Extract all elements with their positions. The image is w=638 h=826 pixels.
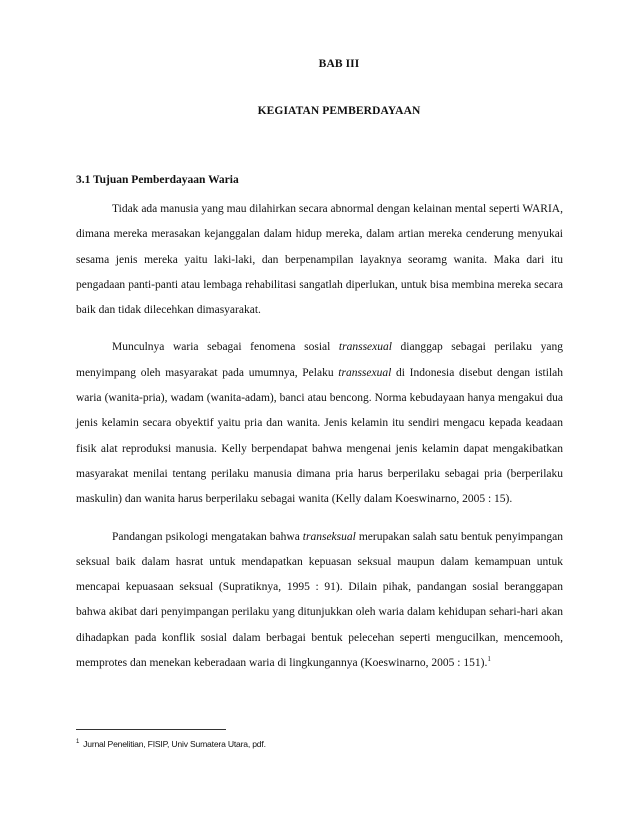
term-transsexual-1: transsexual bbox=[338, 341, 392, 354]
term-transeksual: transeksual bbox=[302, 530, 356, 543]
paragraph-3-text-a: Pandangan psikologi mengatakan bahwa bbox=[112, 530, 303, 543]
paragraph-2-text-e: di Indonesia disebut dengan istilah waria (wanita-pria), wadam (wanita-adam), banci atau bencong. Norma kebudayaan hanya mengakui dua jenis kelamin secara obyektif yaitu pria dan wanita. Jenis kelamin itu sendiri mengacu kepada keadaan fisik alat reproduksi manusia. Kelly berpendapat bahwa mengenai jenis kelamin dapat mengakibatkan masyarakat menilai tentang perilaku manusia dimana pria harus berperilaku sebagai pria (berperilaku maskulin) dan wanita harus berperilaku sebagai wanita (Kelly dalam Koeswinarno, 2005 : 15). bbox=[76, 366, 563, 506]
paragraph-2-text-a: Munculnya waria sebagai fenomena sosial bbox=[112, 341, 339, 354]
paragraph-2 bbox=[76, 335, 563, 512]
footnote bbox=[76, 739, 266, 749]
paragraph-2-text-c: dianggap sebagai perilaku yang menyimpang oleh masyarakat pada umumnya, Pelaku bbox=[76, 341, 564, 379]
footnote-marker: 1 bbox=[76, 739, 80, 746]
footnote-reference[interactable]: 1 bbox=[487, 655, 491, 664]
paragraph-3-text-c: merupakan salah satu bentuk penyimpangan seksual baik dalam hasrat untuk mendapatkan kepuasan seksual maupun dalam kemampuan untuk mencapai kepuasaan seksual (Supratiknya, 1995 : 91). Dilain pihak, pandangan sosial beranggapan bahwa akibat dari penyimpangan perilaku yang ditunjukkan oleh waria dalam kehidupan sehari-hari akan dihadapkan pada konflik sosial dalam berbagai bentuk pelecehan seperti mengucilkan, mencemooh, memprotes dan menekan keberadaan waria di lingkungannya (Koeswinarno, 2005 : 151). bbox=[76, 530, 564, 670]
body-text bbox=[76, 197, 563, 688]
section-heading: 3.1 Tujuan Pemberdayaan Waria bbox=[76, 174, 239, 186]
term-transsexual-2: transsexual bbox=[338, 366, 392, 379]
chapter-title: KEGIATAN PEMBERDAYAAN bbox=[257, 105, 421, 117]
paragraph-1: Tidak ada manusia yang mau dilahirkan secara abnormal dengan kelainan mental seperti WARIA, dimana mereka merasakan kejanggalan dalam hidup mereka, dalam artian mereka cenderung menyukai sesama jenis mereka yaitu laki-laki, dan berpenampilan layaknya seoramg wanita. Maka dari itu pengadaan panti-panti atau lembaga rehabilitasi sangatlah diperlukan, untuk bisa membina mereka secara baik dan tidak dilecehkan dimasyarakat. bbox=[76, 203, 563, 317]
paragraph-3 bbox=[76, 525, 563, 677]
chapter-heading: BAB III bbox=[318, 58, 360, 70]
footnote-text: Jurnal Penelitian, FISIP, Univ Sumatera Utara, pdf. bbox=[83, 739, 266, 749]
footnote-divider bbox=[76, 729, 226, 730]
